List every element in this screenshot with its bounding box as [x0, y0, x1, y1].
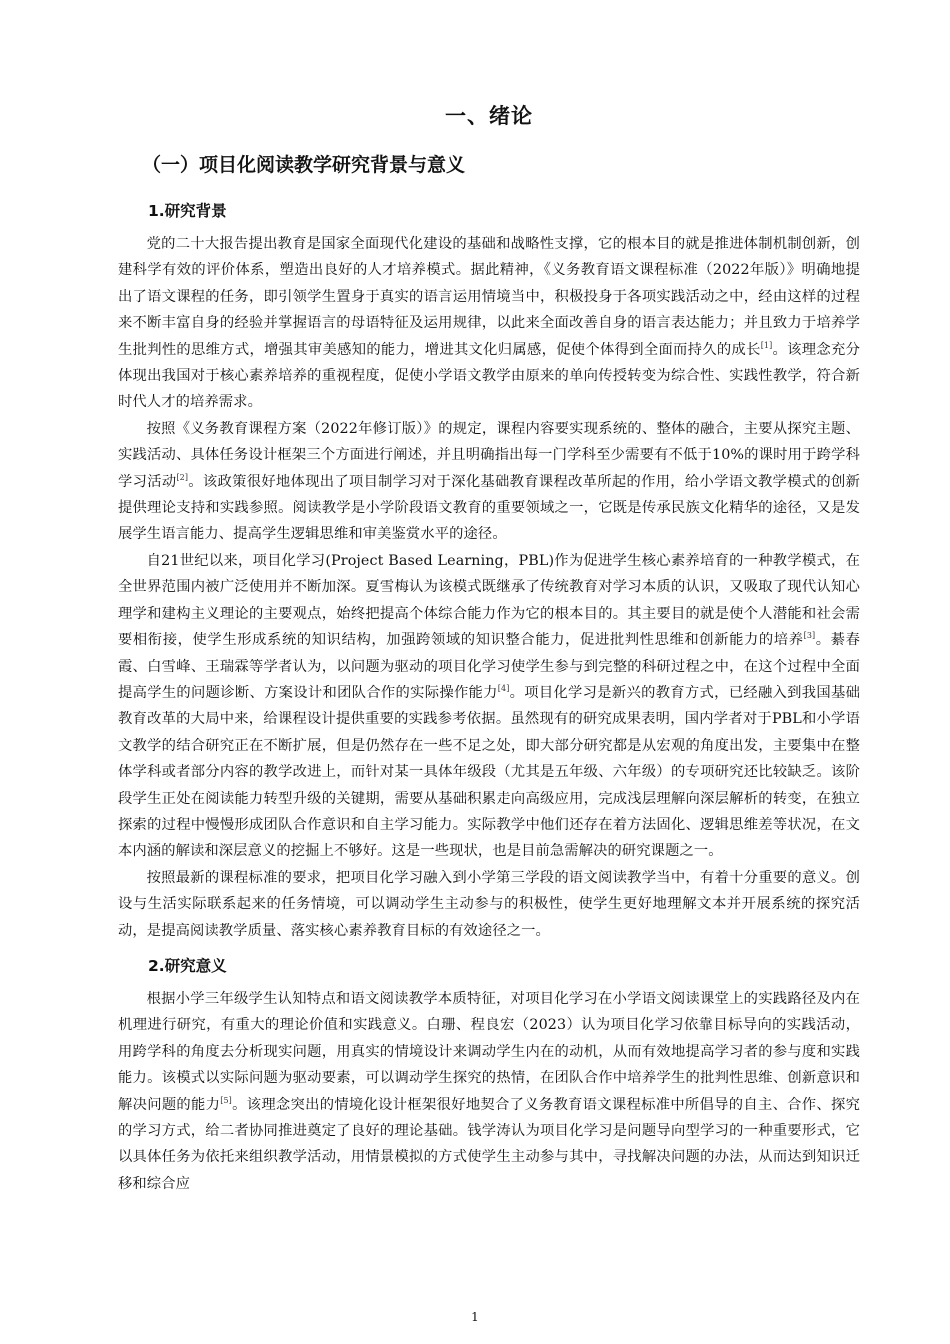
- paragraph-1: [118, 231, 860, 416]
- citation-ref: [4]: [497, 684, 510, 694]
- paragraph-3: [118, 548, 860, 865]
- paragraph-text: 按照最新的课程标准的要求，把项目化学习融入到小学第三学段的语文阅读教学当中，有着十分重要的意义。创设与生活实际联系起来的任务情境，可以调动学生主动参与的积极性，使学生更好地理解文本并开展系统的探究活动，是提高阅读教学质量、落实核心素养教育目标的有效途径之一。: [118, 869, 860, 939]
- paragraph-4: [118, 865, 860, 944]
- citation-ref: [3]: [803, 631, 816, 641]
- paragraph-text: 自21世纪以来，项目化学习(Project Based Learning，PBL)作为促进学生核心素养培育的一种教学模式，在全世界范围内被广泛使用并不断加深。夏雪梅认为该模式既继承了传统教育对学习本质的认识，又吸取了现代认知心理学和建构主义理论的主要观点，始终把提高个体综合能力作为它的根本目的。其主要目的就是使个人潜能和社会需要相衔接，使学生形成系统的知识结构，加强跨领域的知识整合能力，促进批判性思维和创新能力的培养: [118, 552, 860, 649]
- paragraph-text: 。项目化学习是新兴的教育方式，已经融入到我国基础教育改革的大局中来，给课程设计提供重要的实践参考依据。虽然现有的研究成果表明，国内学者对于PBL和小学语文教学的结合研究正在不断扩展，但是仍然存在一些不足之处，即大部分研究都是从宏观的角度出发，主要集中在整体学科或者部分内容的教学改进上，而针对某一具体年级段（尤其是五年级、六年级）的专项研究还比较缺乏。该阶段学生正处在阅读能力转型升级的关键期，需要从基础积累走向高级应用，完成浅层理解向深层解析的转变，在独立探索的过程中慢慢形成团队合作意识和自主学习能力。实际教学中他们还存在着方法固化、逻辑思维差等状况，在文本内涵的解读和深层意义的挖掘上不够好。这是一些现状，也是目前急需解决的研究课题之一。: [118, 684, 860, 860]
- paragraph-text: 根据小学三年级学生认知特点和语文阅读教学本质特征，对项目化学习在小学语文阅读课堂上的实践路径及内在机理进行研究，有重大的理论价值和实践意义。白珊、程良宏（2023）认为项目化学习依靠目标导向的实践活动，用跨学科的角度去分析现实问题，用真实的情境设计来调动学生内在的动机，从而有效地提高学习者的参与度和实践能力。该模式以实际问题为驱动要素，可以调动学生探究的热情，在团队合作中培养学生的批判性思维、创新意识和解决问题的能力: [118, 990, 860, 1113]
- page-number: 1: [471, 1310, 479, 1324]
- paragraph-text: 。该政策很好地体现出了项目制学习对于深化基础教育课程改革所起的作用，给小学语文教学模式的创新提供理论支持和实践参照。阅读教学是小学阶段语文教育的重要领域之一，它既是传承民族文化精华的途径，又是发展学生语言能力、提高学生逻辑思维和审美鉴赏水平的途径。: [118, 473, 860, 543]
- page-content: [118, 100, 860, 1197]
- paragraph-text: 。该理念充分体现出我国对于核心素养培养的重视程度，促使小学语文教学由原来的单向传授转变为综合性、实践性教学，符合新时代人才的培养需求。: [118, 341, 860, 411]
- citation-ref: [5]: [220, 1095, 232, 1105]
- paragraph-5: [118, 986, 860, 1197]
- citation-ref: [1]: [760, 340, 773, 350]
- subsection-title-background: 1.研究背景: [148, 202, 227, 220]
- paragraph-text: 。綦春霞、白雪峰、王瑞霖等学者认为，以问题为驱动的项目化学习使学生参与到完整的科研过程之中，在这个过程中全面提高学生的问题诊断、方案设计和团队合作的实际操作能力: [118, 632, 860, 701]
- chapter-title: 一、绪论: [445, 104, 533, 128]
- subsection-title-significance: 2.研究意义: [148, 956, 227, 975]
- paragraph-2: [118, 416, 860, 548]
- paragraph-text: 党的二十大报告提出教育是国家全面现代化建设的基础和战略性支撑，它的根本目的就是推进体制机制创新，创建科学有效的评价体系，塑造出良好的人才培养模式。据此精神，《义务教育语文课程标准（2022年版）》明确地提出了语文课程的任务，即引领学生置身于真实的语言运用情境当中，积极投身于各项实践活动之中，经由这样的过程来不断丰富自身的经验并掌握语言的母语特征及运用规律，以此来全面改善自身的语言表达能力；并且致力于培养学生批判性的思维方式，增强其审美感知的能力，增进其文化归属感，促使个体得到全面而持久的成长: [118, 236, 860, 358]
- paragraph-text: 。该理念突出的情境化设计框架很好地契合了义务教育语文课程标准中所倡导的自主、合作、探究的学习方式，给二者协同推进奠定了良好的理论基础。钱学涛认为项目化学习是问题导向型学习的一种重要形式，它以具体任务为依托来组织教学活动，用情景模拟的方式使学生主动参与其中，寻找解决问题的办法，从而达到知识迁移和综合应: [118, 1096, 860, 1192]
- citation-ref: [2]: [176, 472, 189, 482]
- section-title: （一）项目化阅读教学研究背景与意义: [142, 154, 466, 176]
- paragraph-text: 按照《义务教育课程方案（2022年修订版）》的规定，课程内容要实现系统的、整体的融合，主要从探究主题、实践活动、具体任务设计框架三个方面进行阐述，并且明确指出每一门学科至少需要有不低于10%的课时用于跨学科学习活动: [118, 420, 860, 490]
